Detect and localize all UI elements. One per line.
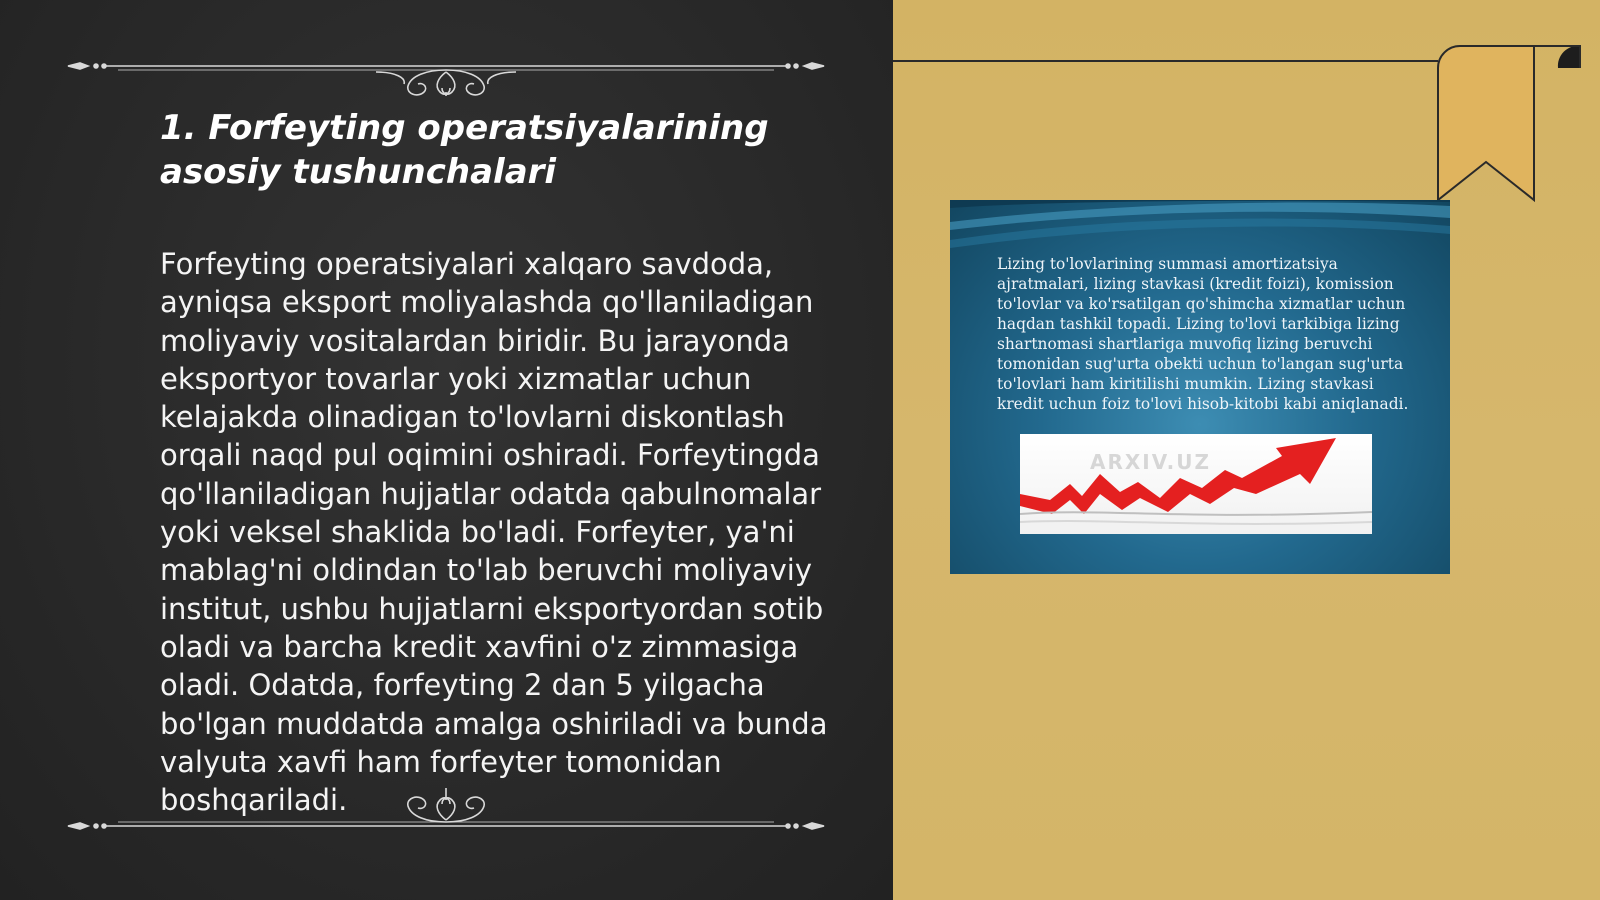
trend-graph-image [1020, 434, 1372, 534]
watermark-label: ARXIV.UZ [1090, 450, 1211, 474]
picture-caption-text: Lizing to'lovlarining summasi amortizatsiya ajratmalari, lizing stavkasi (kredit foizi), komission to'lovlar va ko'rsatilgan qo'shimcha xizmatlar uchun haqdan tashkil topadi. Lizing to'lovi tarkibiga lizing shartnomasi shartlariga muvofiq lizing beruvchi tomonidan sug'urta obekti uchun to'langan sug'urta to'lovlari ham kiritilishi mumkin. Lizing stavkasi kredit uchun foiz to'lovi hisob-kitobi kabi aniqlanadi. [997, 255, 1409, 413]
slide-title: 1. Forfeyting operatsiyalarining asosiy tushunchalari [160, 108, 769, 192]
leasing-info-picture [950, 200, 1450, 574]
rising-trend-arrow-icon [1020, 434, 1372, 534]
top-ornament-divider-icon [66, 36, 826, 96]
slide-body-text: Forfeyting operatsiyalari xalqaro savdoda, ayniqsa eksport moliyalashda qo'llaniladigan moliyaviy vositalardan biridir. Bu jarayonda eksportyor tovarlar yoki xizmatlar uchun kelajakda olinadigan to'lovlarni diskontlash orqali naqd pul oqimini oshiradi. Forfeytingda qo'llaniladigan hujjatlar odatda qabulnomalar yoki veksel shaklida bo'ladi. Forfeyter, ya'ni mablag'ni oldindan to'lab beruvchi moliyaviy institut, ushbu hujjatlarni eksportyordan sotib oladi va barcha kredit xavfini o'z zimmasiga oladi. Odatda, forfeyting 2 dan 5 yilgacha bo'lgan muddatda amalga oshiriladi va bunda valyuta xavfi ham forfeyter tomonidan boshqariladi. [160, 247, 828, 818]
bookmark-ribbon-icon [1420, 30, 1600, 205]
gold-panel-divider-line [893, 60, 1438, 62]
